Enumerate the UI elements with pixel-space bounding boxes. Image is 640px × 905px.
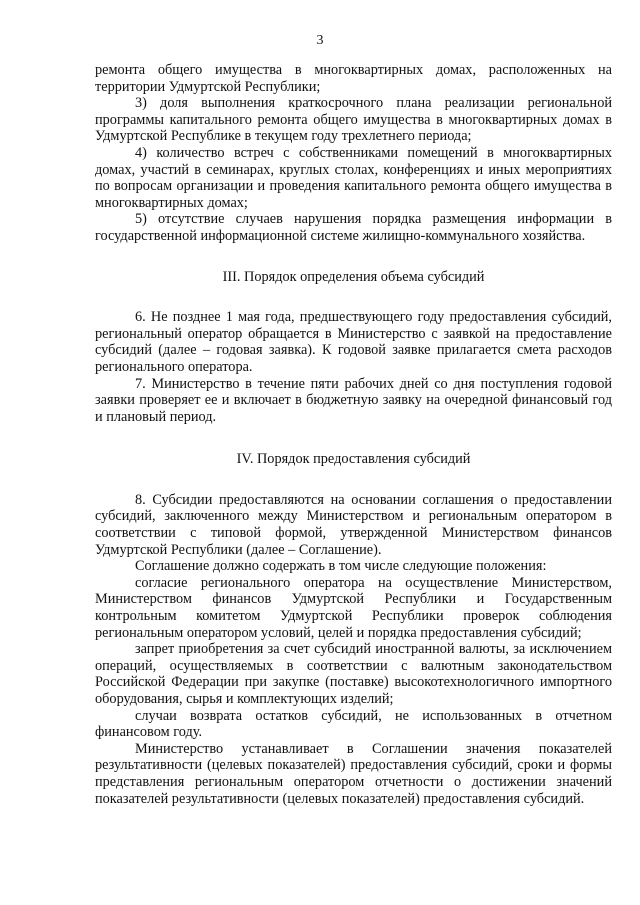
paragraph: 5) отсутствие случаев нарушения порядка размещения информации в государственной информационной системе жилищно-коммунального хозяйства.	[95, 211, 612, 244]
paragraph: 4) количество встреч с собственниками помещений в многоквартирных домах, участий в семинарах, круглых столах, конференциях и иных мероприятиях по вопросам организации и проведения капитального ремонта общего имущества в многоквартирных домах;	[95, 144, 612, 211]
paragraph: 3) доля выполнения краткосрочного плана реализации региональной программы капитального ремонта общего имущества в многоквартирных домах в Удмуртской Республике в текущем году трехлетнего периода;	[95, 95, 612, 145]
paragraph: Министерство устанавливает в Соглашении значения показателей результативности (целевых показателей) предоставления субсидий, сроки и формы представления региональным оператором отчетности о достижении значений показателей результативности (целевых показателей) предоставления субсидий.	[95, 740, 612, 807]
paragraph: 8. Субсидии предоставляются на основании соглашения о предоставлении субсидий, заключенного между Министерством и региональным оператором в соответствии с типовой формой, утвержденной Министерством финансов Удмуртской Республики (далее – Соглашение).	[95, 491, 612, 558]
paragraph: 7. Министерство в течение пяти рабочих дней со дня поступления годовой заявки проверяет ее и включает в бюджетную заявку на очередной финансовый год и плановый период.	[95, 375, 612, 425]
paragraph: согласие регионального оператора на осуществление Министерством, Министерством финансов Удмуртской Республики и Государственным контрольным комитетом Удмуртской Республики проверок соблюдения региональным оператором условий, целей и порядка предоставления субсидий;	[95, 574, 612, 641]
paragraph: 6. Не позднее 1 мая года, предшествующего году предоставления субсидий, региональный оператор обращается в Министерство с заявкой на предоставление субсидий (далее – годовая заявка). К годовой заявке прилагается смета расходов регионального оператора.	[95, 309, 612, 375]
document-body	[95, 62, 612, 807]
section-heading: IV. Порядок предоставления субсидий	[236, 451, 471, 468]
paragraph: Соглашение должно содержать в том числе следующие положения:	[135, 558, 547, 575]
section-heading: III. Порядок определения объема субсидий	[222, 268, 485, 285]
paragraph: ремонта общего имущества в многоквартирных домах, расположенных на территории Удмуртской Республики;	[95, 62, 612, 95]
page-number: 3	[316, 33, 324, 48]
paragraph: запрет приобретения за счет субсидий иностранной валюты, за исключением операций, осуществляемых в соответствии с валютным законодательством Российской Федерации при закупке (поставке) высокотехнологичного импортного оборудования, сырья и комплектующих изделий;	[95, 641, 612, 707]
paragraph: случаи возврата остатков субсидий, не использованных в отчетном финансовом году.	[95, 707, 612, 741]
